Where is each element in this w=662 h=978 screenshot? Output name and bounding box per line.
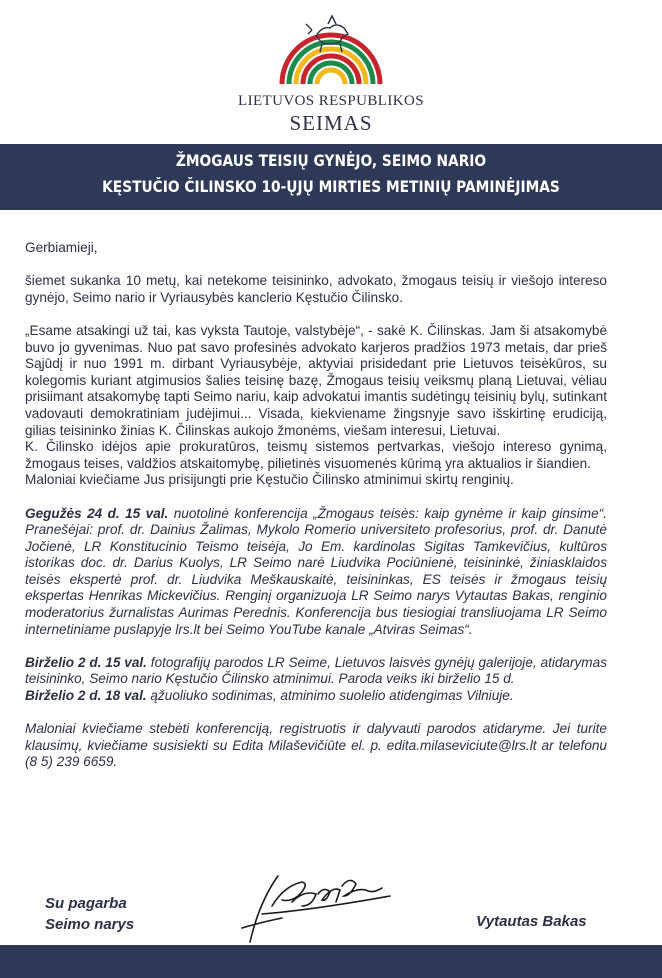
invite-paragraph: Maloniai kviečiame Jus prisijungti prie Kęstučio Čilinsko atminimui skirtų renginių. [25,472,514,488]
event-conference-date: Gegužės 24 d. 15 val. [25,505,169,521]
event-exhibition [25,655,607,688]
intro-paragraph: šiemet sukanka 10 metų, kai netekome teisininko, advokato, žmogaus teisių ir viešojo intereso gynėjo, Seimo nario ir Vyriausybės kanclerio Kęstučio Čilinsko. [25,273,607,305]
event-oak-planting-date: Birželio 2 d. 18 val. [25,688,147,704]
event-oak-planting-text: ąžuoliuko sodinimas, atminimo suolelio atidengimas Vilniuje. [146,688,514,704]
letterhead [0,0,662,144]
banner-title-line1: ŽMOGAUS TEISIŲ GYNĖJO, SEIMO NARIO [175,151,487,170]
org-name-line1: LIETUVOS RESPUBLIKOS [238,93,424,109]
event-exhibition-date: Birželio 2 d. 15 val. [25,654,147,670]
signer-name: Vytautas Bakas [476,913,587,930]
seimas-logo-icon [276,14,386,90]
title-banner [0,144,662,210]
signature-block-left [45,893,134,935]
letter-body [25,240,607,771]
footer-bar [0,945,662,978]
handwritten-signature-icon [232,866,400,946]
event-oak-planting [25,688,607,705]
event-conference-text: nuotolinė konferencija „Žmogaus teisės: kaip gynėme ir kaip ginsime“. Pranešėjai: prof. dr. Dainius Žalimas, Mykolo Romerio universiteto profesorius, prof. dr. Danutė Jočienė, LR Konstitucinio Teismo teisėja, Jo Em. kardinolas Sigitas Tamkevičius, kultūros istorikas doc. dr. Darius Kuolys, LR Seimo narė Liudvika Pociūnienė, teisininkė, žiniasklaidos teisės ekspertė prof. dr. Liudvika Meškauskaitė, teisininkas, ES teisės ir žmogaus teisių ekspertas Henrikas Mickevičius. Renginį organizuoja LR Seimo narys Vytautas Bakas, renginio moderatorius žurnalistas Aurimas Perednis. Konferencija bus tiesiogiai transliuojama LR Seimo internetiniame puslapyje lrs.lt bei Seimo YouTube kanale „Atviras Seimas“. [25,505,607,637]
event-exhibition-text: fotografijų parodos LR Seime, Lietuvos laisvės gynėjų galerijoje, atidarymas teisininko, Seimo nario Kęstučio Čilinsko atminimui. Paroda veiks iki birželio 15 d. [25,654,607,687]
banner-title-line2: KĘSTUČIO ČILINSKO 10-ŲJŲ MIRTIES METINIŲ PAMINĖJIMAS [102,177,560,196]
regards-text: Su pagarba [45,895,127,912]
greeting: Gerbiamieji, [25,240,98,255]
ideas-paragraph: K. Čilinsko idėjos apie prokuratūros, teismų sistemos pertvarkas, viešojo intereso gynimą, žmogaus teises, valdžios atskaitomybę, pilietinės visuomenės kūrimą yra aktualios ir šiandien. [25,439,607,471]
signer-role: Seimo narys [45,916,135,933]
org-name-line2: SEIMAS [289,111,373,135]
closing-paragraph: Maloniai kviečiame stebėti konferenciją, registruotis ir dalyvauti parodos atidaryme. Jei turite klausimų, kviečiame susisiekti su Edita Milaševičiūte el. p. edita.milaseviciute@lrs.lt ar telefonu (8 5) 239 6659. [25,721,607,770]
quote-paragraph: „Esame atsakingi už tai, kas vyksta Tautoje, valstybėje“, - sakė K. Čilinskas. Jam ši atsakomybė buvo jo gyvenimas. Nuo pat savo profesinės advokato karjeros pradžios 1973 metais, dar prieš Sąjūdį ir nuo 1991 m. dirbant Vyriausybėje, aktyviai prisidedant prie Lietuvos teisėkūros, su kolegomis kuriant atgimusios šalies teisinę bazę, Žmogaus teisių veiksmų planą Lietuvai, vėliau prisiimant atsakomybę tapti Seimo nariu, kaip advokatui imantis sudėtingų teisinių bylų, sutinkant vadovauti demokratiniam judėjimui... Visada, kiekviename žingsnyje savo išskirtinę erudiciją, gilias teisininko žinias K. Čilinskas aukojo žmonėms, viešam interesui, Lietuvai. [25,322,607,438]
event-conference [25,506,607,639]
